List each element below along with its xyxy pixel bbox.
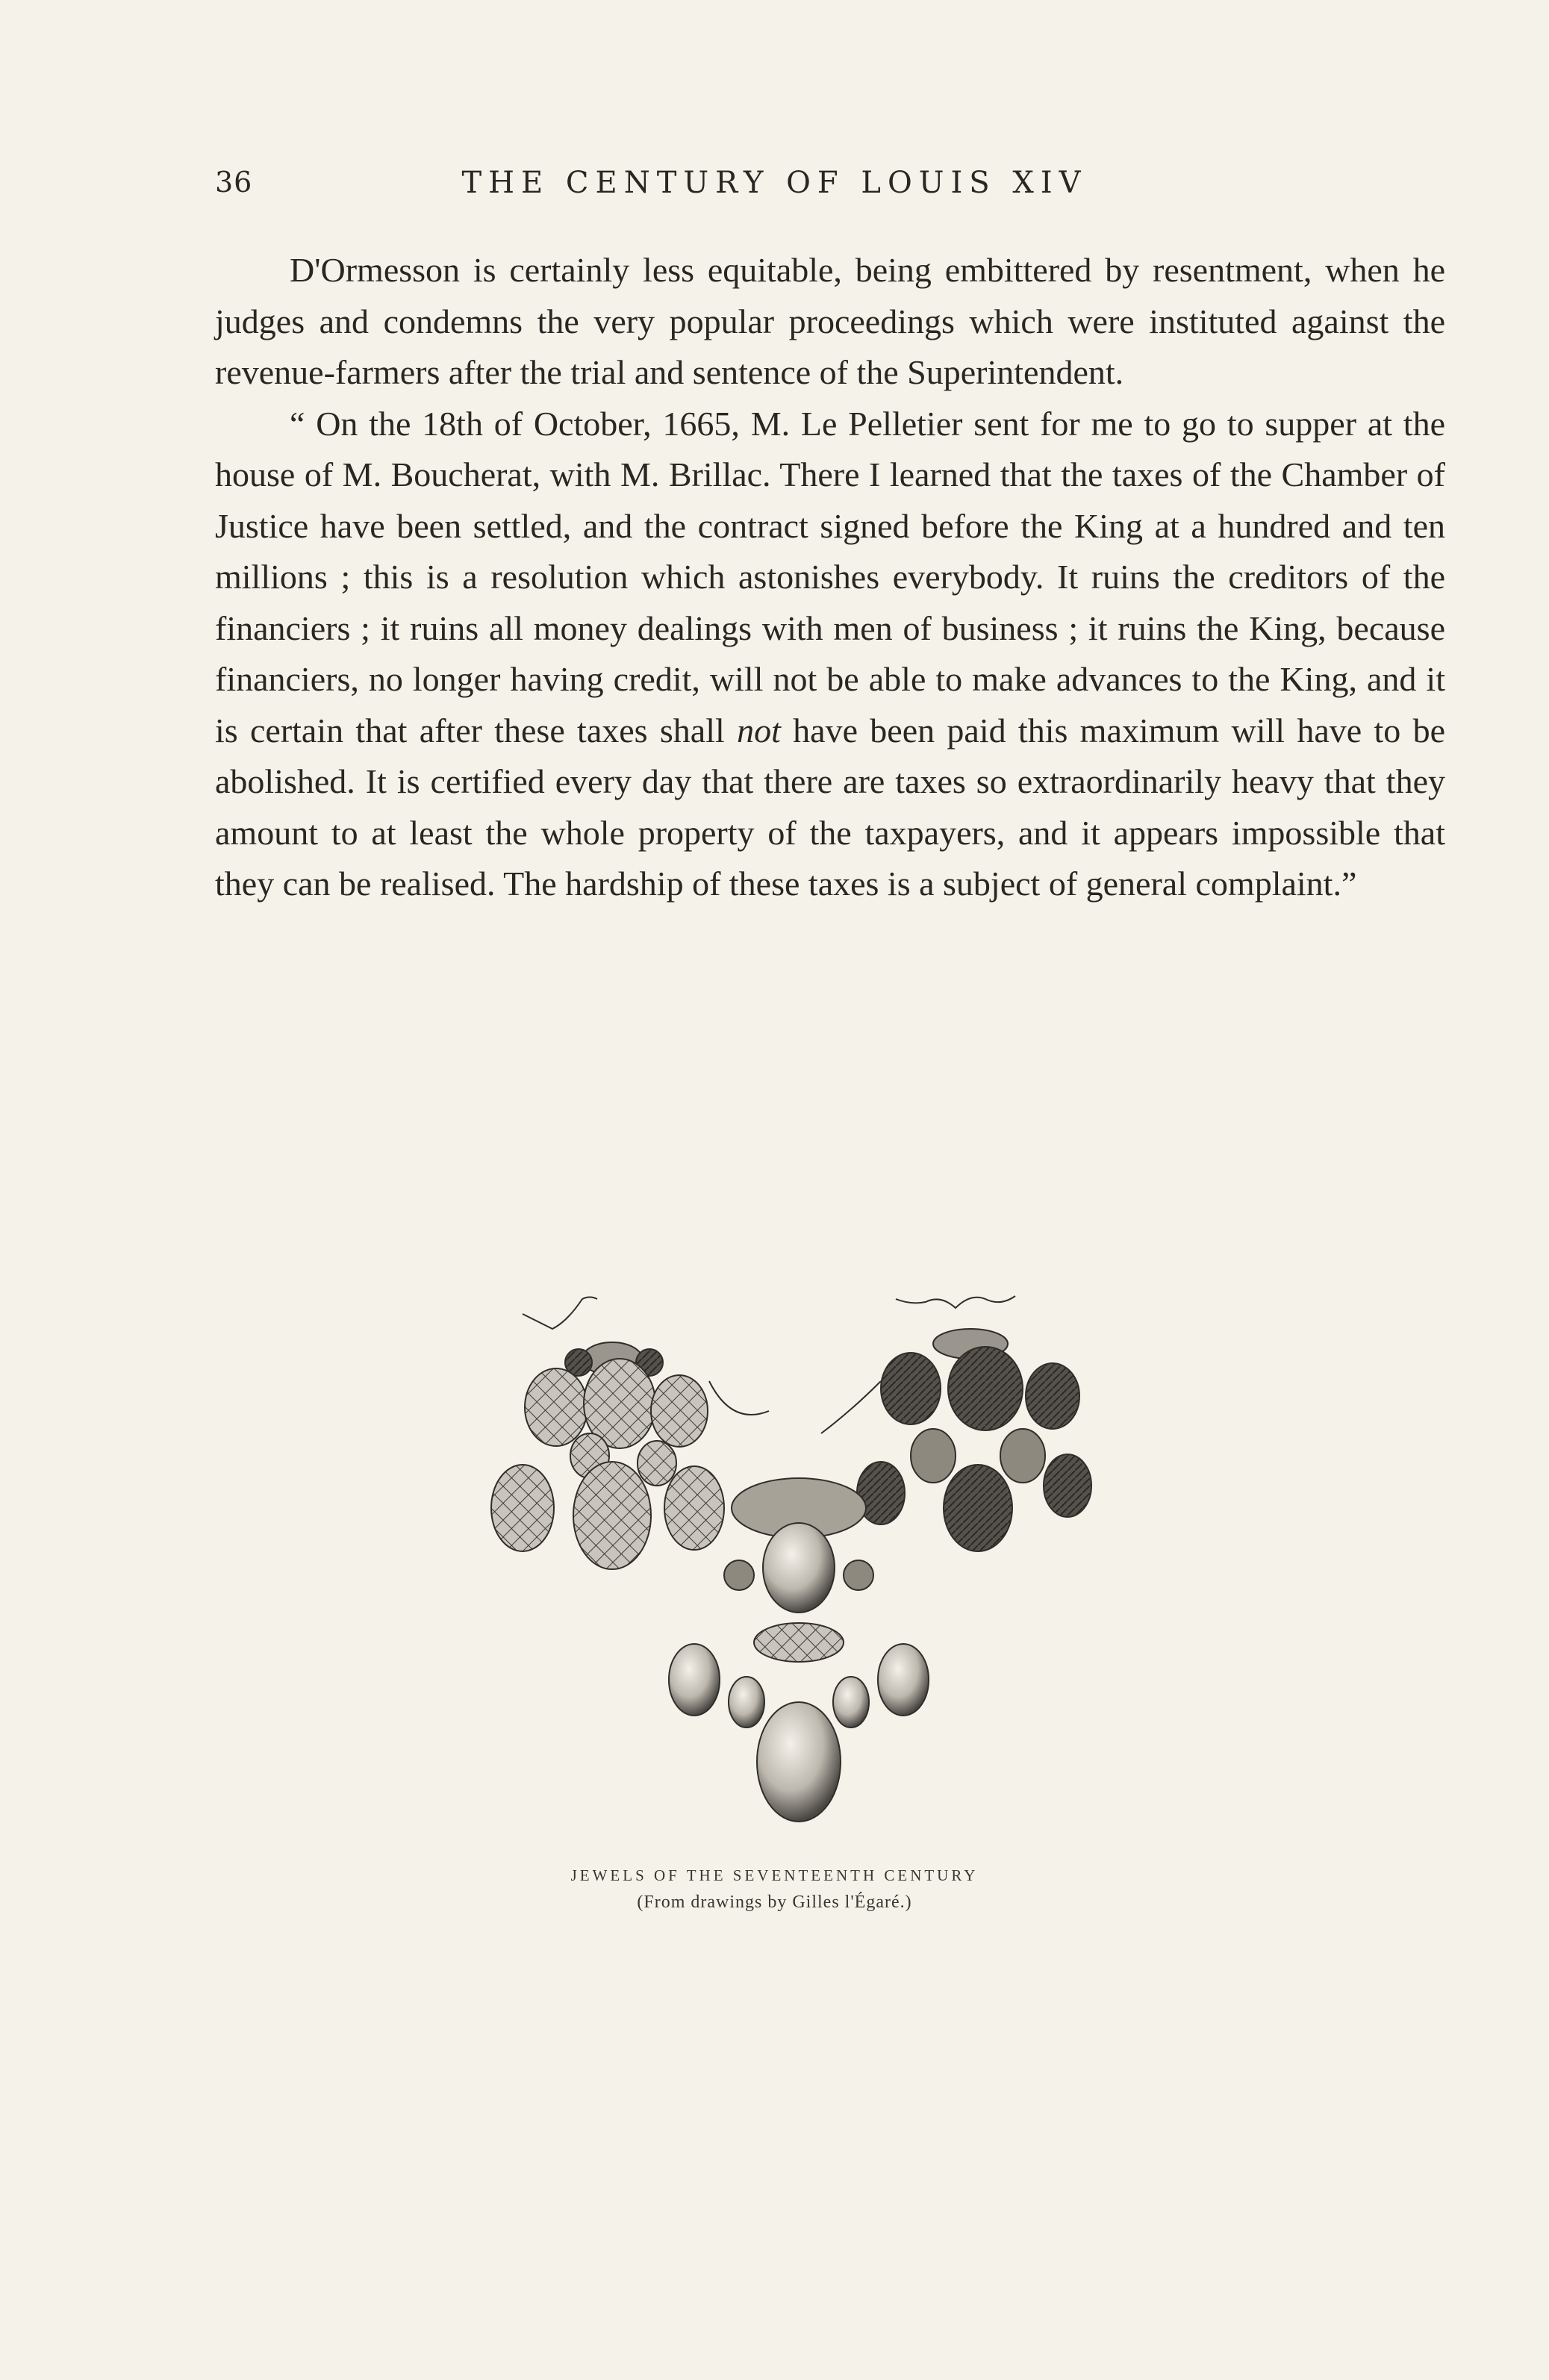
left-pendant	[491, 1298, 724, 1570]
running-head: THE CENTURY OF LOUIS XIV	[461, 166, 1088, 200]
figure-caption	[0, 1866, 1549, 1913]
quote-text-part-1: “ On the 18th of October, 1665, M. Le Pelletier sent for me to go to supper at the house of M. Boucherat, with M. Brillac. There I learned that the taxes of the Chamber of Justice have been settled, and the contract signed before the King at a hundred and ten millions ; this is a resolution which astonishes everybody. It ruins the creditors of the financiers ; it ruins all money dealings with men of business ; it ruins the King, because financiers, no longer having credit, will not be able to make advances to the King, and it is certain that after these taxes shall	[215, 404, 1445, 750]
caption-title: JEWELS OF THE SEVENTEENTH CENTURY	[570, 1866, 979, 1884]
caption-source: (From drawings by Gilles l'Égaré.)	[637, 1893, 912, 1912]
paragraph-quote	[215, 399, 1445, 910]
paragraph	[215, 245, 1445, 399]
center-pendant	[669, 1381, 929, 1822]
paragraph-text: D'Ormesson is certainly less equitable, being embittered by resentment, when he judges and condemns the very popular proceedings which were instituted against the revenue-farmers after the trial and sentence of the Superintendent.	[215, 251, 1445, 391]
right-pendant	[857, 1296, 1091, 1551]
jewels-illustration	[478, 1292, 1135, 1837]
body-text	[215, 245, 1445, 910]
page-number: 36	[215, 166, 253, 199]
italic-word: not	[737, 711, 781, 750]
quote-text-part-2: have been paid this maximum will have to be abolished. It is certified every day that there are taxes so extraordinarily heavy that they amount to at least the whole property of the taxpayers, and it appears impossible that they can be realised. The hardship of these taxes is a subject of general complaint.”	[215, 711, 1446, 903]
